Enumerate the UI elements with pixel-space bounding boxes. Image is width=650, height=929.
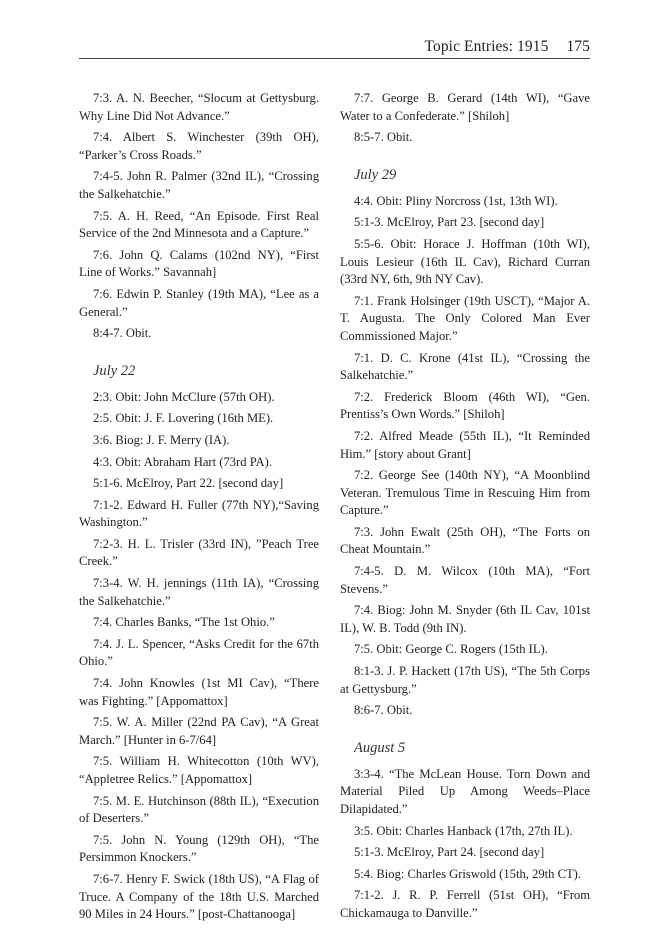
index-entry: 7:5. Obit: George C. Rogers (15th IL).	[354, 642, 548, 657]
index-entry: 8:4-7. Obit.	[93, 326, 152, 341]
running-head	[425, 38, 591, 56]
index-entry: 7:4. John Knowles (1st MI Cav), “There was Fighting.” [Appomattox]	[79, 676, 319, 708]
page-number: 175	[566, 38, 590, 55]
index-entry: 5:5-6. Obit: Horace J. Hoffman (10th WI), Louis Lesieur (16th IL Cav), Richard Curran (33rd NY, 6th, 9th NY Cav).	[340, 236, 590, 287]
index-entry: 3:6. Biog: J. F. Merry (IA).	[93, 432, 230, 447]
index-entry: 7:3-4. W. H. jennings (11th IA), “Crossing the Salkehatchie.”	[79, 576, 319, 608]
index-entry: 7:1. Frank Holsinger (19th USCT), “Major A. T. Augusta. The Only Colored Man Ever Commissioned Major.”	[340, 293, 590, 343]
index-entry: 7:4. Albert S. Winchester (39th OH), “Parker’s Cross Roads.”	[79, 130, 319, 162]
index-entry: 7:5. William H. Whitecotton (10th WV), “Appletree Relics.” [Appomattox]	[79, 754, 319, 786]
index-entry: 7:3. John Ewalt (25th OH), “The Forts on Cheat Mountain.”	[340, 524, 590, 557]
index-entry: 2:3. Obit: John McClure (57th OH).	[93, 389, 275, 404]
index-entry: 3:5. Obit: Charles Hanback (17th, 27th IL).	[354, 823, 573, 838]
index-entry: 7:6-7. Henry F. Swick (18th US), “A Flag of Truce. A Company of the 18th U.S. Marched 90 Miles in 24 Hours.” [post-Chattanooga]	[79, 871, 319, 922]
index-entry: 7:2. George See (140th NY), “A Moonblind Veteran. Tremulous Time in Rescuing Him from Capture.”	[340, 468, 590, 518]
index-entry: 7:4-5. D. M. Wilcox (10th MA), “Fort Stevens.”	[340, 564, 590, 596]
index-entry: 5:1-6. McElroy, Part 22. [second day]	[93, 476, 284, 491]
index-entry: 7:2-3. H. L. Trisler (33rd IN), ”Peach Tree Creek.”	[79, 536, 319, 569]
index-entry: 7:1-2. J. R. P. Ferrell (51st OH), “From Chickamauga to Danville.”	[340, 888, 590, 920]
index-entry: 3:3-4. “The McLean House. Torn Down and Material Piled Up Among Weeds–Place Dilapidated.”	[340, 766, 590, 816]
index-entry: 7:5. A. H. Reed, “An Episode. First Real Service of the 2nd Minnesota and a Capture.”	[79, 208, 319, 241]
index-entry: 7:6. John Q. Calams (102nd NY), “First Line of Works.” Savannah]	[79, 247, 319, 280]
index-entry: 7:7. George B. Gerard (14th WI), “Gave Water to a Confederate.” [Shiloh]	[340, 91, 590, 123]
date-heading: July 22	[93, 362, 136, 379]
right-column	[340, 90, 590, 927]
index-entry: 7:4-5. John R. Palmer (32nd IL), “Crossing the Salkehatchie.”	[79, 169, 319, 201]
running-header	[79, 38, 590, 59]
index-entry: 7:5. John N. Young (129th OH), “The Persimmon Knockers.”	[79, 832, 319, 865]
index-entry: 8:5-7. Obit.	[354, 130, 413, 145]
index-entry: 7:1. D. C. Krone (41st IL), “Crossing the Salkehatchie.”	[340, 350, 590, 383]
index-entry: 5:4. Biog: Charles Griswold (15th, 29th CT).	[354, 866, 582, 881]
index-entry: 7:1-2. Edward H. Fuller (77th NY),“Saving Washington.”	[79, 497, 319, 530]
index-entry: 7:5. W. A. Miller (22nd PA Cav), “A Great March.” [Hunter in 6-7/64]	[79, 715, 319, 747]
index-entry: 7:4. J. L. Spencer, “Asks Credit for the 67th Ohio.”	[79, 636, 319, 669]
index-entry: 5:1-3. McElroy, Part 24. [second day]	[354, 845, 545, 860]
index-entry: 7:2. Frederick Bloom (46th WI), “Gen. Prentiss’s Own Words.” [Shiloh]	[340, 389, 590, 422]
date-heading: August 5	[354, 739, 406, 756]
index-entry: 5:1-3. McElroy, Part 23. [second day]	[354, 215, 545, 230]
index-entry: 7:4. Biog: John M. Snyder (6th IL Cav, 101st IL), W. B. Todd (9th IN).	[340, 603, 590, 635]
index-entry: 7:2. Alfred Meade (55th IL), “It Reminded Him.” [story about Grant]	[340, 428, 590, 461]
index-entry: 2:5. Obit: J. F. Lovering (16th ME).	[93, 411, 274, 426]
running-head-title: Topic Entries: 1915	[424, 38, 549, 55]
index-entry: 7:5. M. E. Hutchinson (88th IL), “Execution of Deserters.”	[79, 793, 319, 826]
index-entry: 8:6-7. Obit.	[354, 703, 413, 718]
date-heading: July 29	[354, 166, 397, 183]
index-entry: 7:4. Charles Banks, “The 1st Ohio.”	[93, 615, 275, 630]
index-entry: 4:4. Obit: Pliny Norcross (1st, 13th WI).	[354, 193, 558, 208]
index-entry: 7:6. Edwin P. Stanley (19th MA), “Lee as a General.”	[79, 286, 319, 319]
index-entry: 4:3. Obit: Abraham Hart (73rd PA).	[93, 454, 272, 469]
index-entry: 7:3. A. N. Beecher, “Slocum at Gettysburg. Why Line Did Not Advance.”	[79, 91, 319, 123]
index-entry: 8:1-3. J. P. Hackett (17th US), “The 5th Corps at Gettysburg.”	[340, 664, 590, 696]
left-column	[79, 90, 319, 928]
